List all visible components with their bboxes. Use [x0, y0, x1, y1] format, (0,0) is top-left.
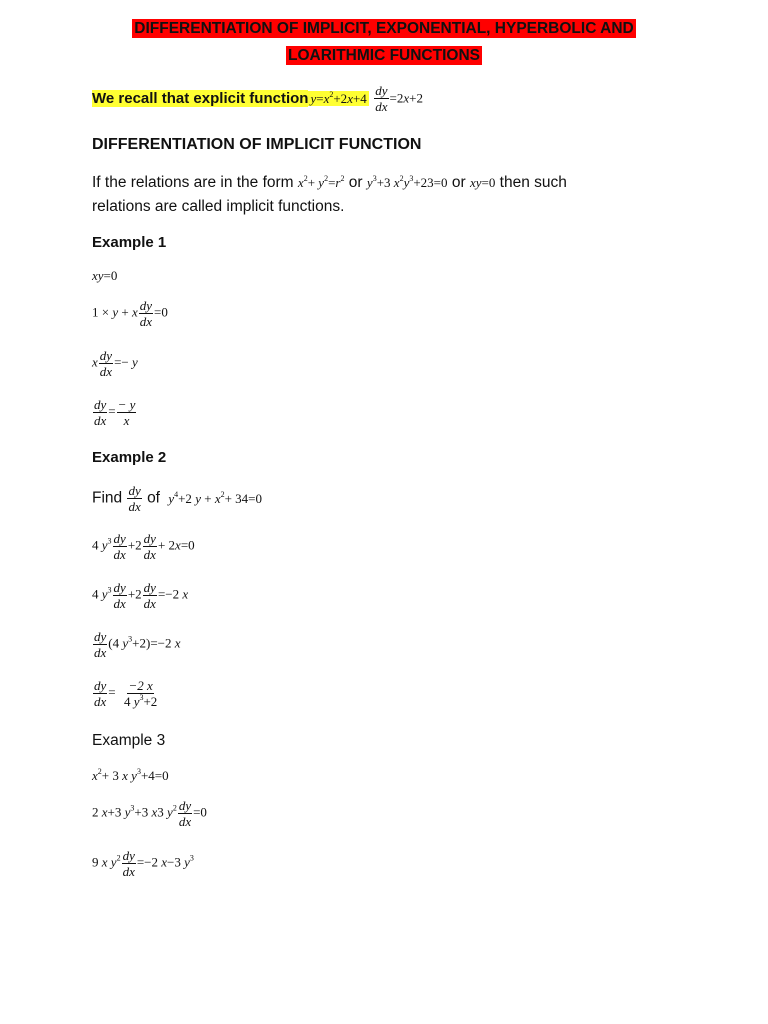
example-1-label: Example 1 — [92, 234, 167, 251]
example-3-label: Example 3 — [92, 732, 166, 749]
implicit-form-1: $x^2+ y^2=r^2$ — [297, 174, 345, 190]
document-title-line-1: DIFFERENTIATION OF IMPLICIT, EXPONENTIAL, HYPERBOLIC AND — [134, 20, 634, 37]
example-3-step-3: 9 x $y^2$ $\frac{dy}{dx}$ =−2 x−3 $y^3$ — [92, 848, 194, 879]
document-title-line-2: LOARITHMIC FUNCTIONS — [287, 47, 480, 64]
example-2-label: Example 2 — [92, 449, 167, 466]
example-1-step-2: 1 × y + x $\frac{dy}{dx}$ =0 — [92, 298, 168, 329]
implicit-form-3: xy=0 — [469, 175, 496, 190]
implicit-form-2: $y^3+3$ $x^2y^3+23=0$ — [366, 174, 448, 190]
recall-line: We recall that explicit function $y=x^2+2x+4$ $\frac{dy}{dx}$ =2x+2 — [92, 83, 424, 114]
example-1-step-4: $\frac{dy}{dx}$ = $\frac{- y}{x}$ — [94, 397, 136, 428]
example-2-step-4: $\frac{dy}{dx}$ = $\frac{-2 x}{4 y^3+2}$ — [94, 678, 158, 709]
intro-line-2: relations are called implicit functions. — [92, 198, 345, 215]
example-3-step-2: 2 x+3 $y^3+3$ x3 $y^2$ $\frac{dy}{dx}$ =0 — [92, 798, 207, 829]
example-2-step-2: 4 $y^3$ $\frac{dy}{dx}$ +2 $\frac{dy}{dx}$ =−2 x — [92, 580, 189, 611]
example-2-step-1: 4 $y^3$ $\frac{dy}{dx}$ +2 $\frac{dy}{dx}$ + 2x=0 — [92, 531, 195, 562]
section-heading: DIFFERENTIATION OF IMPLICIT FUNCTION — [92, 136, 422, 153]
intro-line-1: If the relations are in the form $x^2+ y^2=r^2$ or $y^3+3$ $x^2y^3+23=0$ or xy=0 then such — [92, 174, 567, 191]
example-2-step-3: $\frac{dy}{dx}$ (4 $y^3+2)=-2$ x — [94, 629, 181, 660]
example-1-step-1: xy=0 — [92, 268, 118, 283]
example-2-equation: $y^4+2$ $y + x^2+ 34=0$ — [168, 489, 263, 506]
example-2-problem: Find $\frac{dy}{dx}$ of $y^4+2$ $y + x^2+ 34=0$ — [92, 483, 263, 514]
recall-derivative: =2x+2 — [389, 90, 424, 106]
dydx-fraction: $\frac{dy}{dx}$ — [375, 83, 388, 114]
explicit-function: $y=x^2+2x+4$ — [310, 89, 367, 106]
example-1-step-3: x $\frac{dy}{dx}$ =− y — [92, 348, 138, 379]
example-3-step-1: $x^2+ 3$ x $y^3+4=0$ — [92, 767, 169, 783]
